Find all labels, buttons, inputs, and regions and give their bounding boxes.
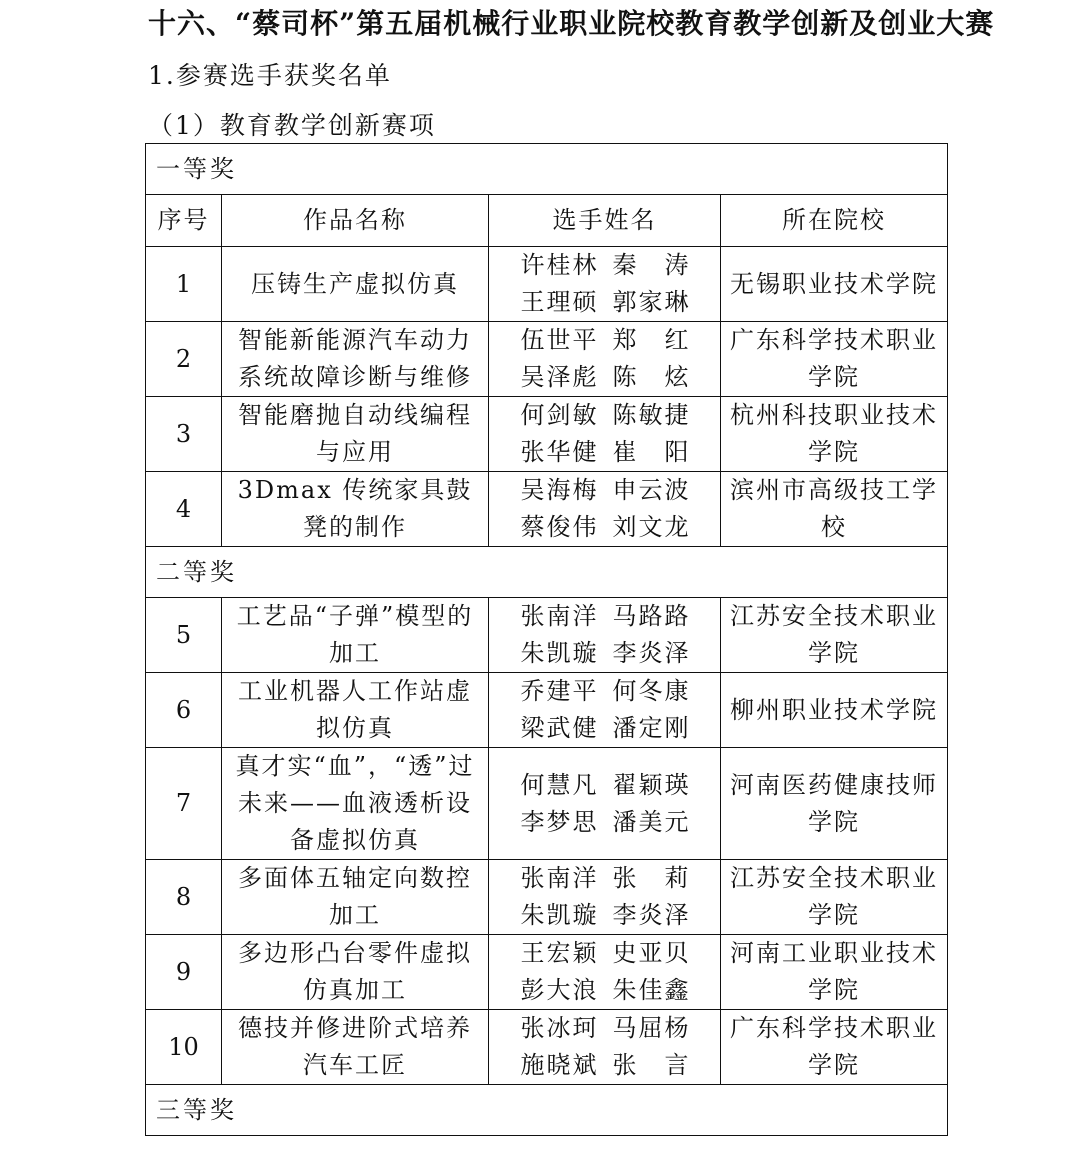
row-school: 广东科学技术职业学院	[721, 1010, 948, 1085]
row-school: 河南医药健康技师学院	[721, 748, 948, 860]
awards-table-body	[146, 144, 948, 1136]
row-work: 智能新能源汽车动力系统故障诊断与维修	[222, 322, 489, 397]
player-name: 潘定刚	[612, 714, 691, 742]
player-name: 李炎泽	[612, 901, 691, 929]
category-row	[146, 144, 948, 195]
player-name: 朱佳鑫	[612, 976, 691, 1004]
category-first-prize: 一等奖	[146, 144, 948, 195]
player-name: 郑 红	[612, 326, 691, 354]
row-no: 3	[146, 397, 222, 472]
category-row	[146, 547, 948, 598]
names-line	[495, 284, 714, 321]
row-names	[489, 935, 721, 1010]
row-no: 1	[146, 247, 222, 322]
subsection-heading: （1）教育教学创新赛项	[148, 111, 436, 140]
table-row	[146, 472, 948, 547]
player-name: 刘文龙	[612, 513, 691, 541]
player-name: 何冬康	[612, 677, 691, 705]
player-name: 许桂林	[520, 251, 599, 279]
player-name: 张南洋	[520, 602, 599, 630]
player-name: 王理硕	[520, 288, 599, 316]
row-school: 滨州市高级技工学校	[721, 472, 948, 547]
row-school: 杭州科技职业技术学院	[721, 397, 948, 472]
player-name: 吴泽彪	[520, 363, 599, 391]
player-name: 朱凯璇	[520, 901, 599, 929]
names-line	[495, 322, 714, 359]
row-no: 5	[146, 598, 222, 673]
section-heading: 1.参赛选手获奖名单	[148, 61, 392, 90]
category-second-prize: 二等奖	[146, 547, 948, 598]
names-line	[495, 897, 714, 934]
names-line	[495, 860, 714, 897]
player-name: 张 言	[612, 1051, 691, 1079]
names-line	[495, 767, 714, 804]
row-school: 无锡职业技术学院	[721, 247, 948, 322]
document-title: 十六、“蔡司杯”第五届机械行业职业院校教育教学创新及创业大赛	[148, 7, 995, 40]
header-names: 选手姓名	[489, 195, 721, 247]
row-names	[489, 322, 721, 397]
table-row	[146, 397, 948, 472]
header-row	[146, 195, 948, 247]
player-name: 彭大浪	[520, 976, 599, 1004]
names-line	[495, 804, 714, 841]
player-name: 李炎泽	[612, 639, 691, 667]
row-work: 压铸生产虚拟仿真	[222, 247, 489, 322]
player-name: 马屈杨	[612, 1014, 691, 1042]
awards-table	[145, 143, 948, 1136]
table-row	[146, 935, 948, 1010]
player-name: 秦 涛	[612, 251, 691, 279]
table-row	[146, 860, 948, 935]
player-name: 蔡俊伟	[520, 513, 599, 541]
row-no: 10	[146, 1010, 222, 1085]
names-line	[495, 1010, 714, 1047]
table-row	[146, 598, 948, 673]
player-name: 马路路	[612, 602, 691, 630]
names-line	[495, 972, 714, 1009]
player-name: 伍世平	[520, 326, 599, 354]
names-line	[495, 598, 714, 635]
category-third-prize: 三等奖	[146, 1085, 948, 1136]
row-names	[489, 673, 721, 748]
row-no: 7	[146, 748, 222, 860]
player-name: 李梦思	[520, 807, 599, 836]
row-names	[489, 397, 721, 472]
row-work: 工艺品“子弹”模型的加工	[222, 598, 489, 673]
header-school: 所在院校	[721, 195, 948, 247]
player-name: 潘美元	[612, 807, 691, 836]
player-name: 张华健	[520, 438, 599, 466]
names-line	[495, 635, 714, 672]
player-name: 翟颖瑛	[612, 770, 691, 799]
row-school: 江苏安全技术职业学院	[721, 860, 948, 935]
row-names	[489, 860, 721, 935]
row-names	[489, 598, 721, 673]
row-work: 多面体五轴定向数控加工	[222, 860, 489, 935]
player-name: 吴海梅	[520, 476, 599, 504]
player-name: 郭家琳	[612, 288, 691, 316]
row-work: 多边形凸台零件虚拟仿真加工	[222, 935, 489, 1010]
player-name: 崔 阳	[612, 438, 691, 466]
player-name: 王宏颖	[520, 939, 599, 967]
names-line	[495, 673, 714, 710]
row-school: 江苏安全技术职业学院	[721, 598, 948, 673]
row-names	[489, 247, 721, 322]
row-work: 3Dmax 传统家具鼓凳的制作	[222, 472, 489, 547]
player-name: 张南洋	[520, 864, 599, 892]
names-line	[495, 1047, 714, 1084]
player-name: 史亚贝	[612, 939, 691, 967]
row-no: 8	[146, 860, 222, 935]
header-work: 作品名称	[222, 195, 489, 247]
names-line	[495, 247, 714, 284]
names-line	[495, 935, 714, 972]
row-no: 6	[146, 673, 222, 748]
row-work: 真才实“血”，“透”过未来——血液透析设备虚拟仿真	[222, 748, 489, 860]
row-work: 德技并修进阶式培养汽车工匠	[222, 1010, 489, 1085]
category-row	[146, 1085, 948, 1136]
table-row	[146, 1010, 948, 1085]
table-row	[146, 748, 948, 860]
row-no: 9	[146, 935, 222, 1010]
player-name: 朱凯璇	[520, 639, 599, 667]
player-name: 梁武健	[520, 714, 599, 742]
row-school: 柳州职业技术学院	[721, 673, 948, 748]
player-name: 申云波	[612, 476, 691, 504]
row-no: 2	[146, 322, 222, 397]
names-line	[495, 397, 714, 434]
header-no: 序号	[146, 195, 222, 247]
player-name: 张 莉	[612, 864, 691, 892]
table-row	[146, 247, 948, 322]
table-row	[146, 673, 948, 748]
names-line	[495, 359, 714, 396]
player-name: 陈 炫	[612, 363, 691, 391]
player-name: 何剑敏	[520, 401, 599, 429]
names-line	[495, 509, 714, 546]
row-no: 4	[146, 472, 222, 547]
row-work: 工业机器人工作站虚拟仿真	[222, 673, 489, 748]
player-name: 何慧凡	[520, 770, 599, 799]
table-row	[146, 322, 948, 397]
row-school: 河南工业职业技术学院	[721, 935, 948, 1010]
row-school: 广东科学技术职业学院	[721, 322, 948, 397]
row-names	[489, 1010, 721, 1085]
player-name: 陈敏捷	[612, 401, 691, 429]
player-name: 乔建平	[520, 677, 599, 705]
names-line	[495, 434, 714, 471]
names-line	[495, 472, 714, 509]
row-names	[489, 472, 721, 547]
row-work: 智能磨抛自动线编程与应用	[222, 397, 489, 472]
row-names	[489, 748, 721, 860]
names-line	[495, 710, 714, 747]
player-name: 施晓斌	[520, 1051, 599, 1079]
player-name: 张冰珂	[520, 1014, 599, 1042]
